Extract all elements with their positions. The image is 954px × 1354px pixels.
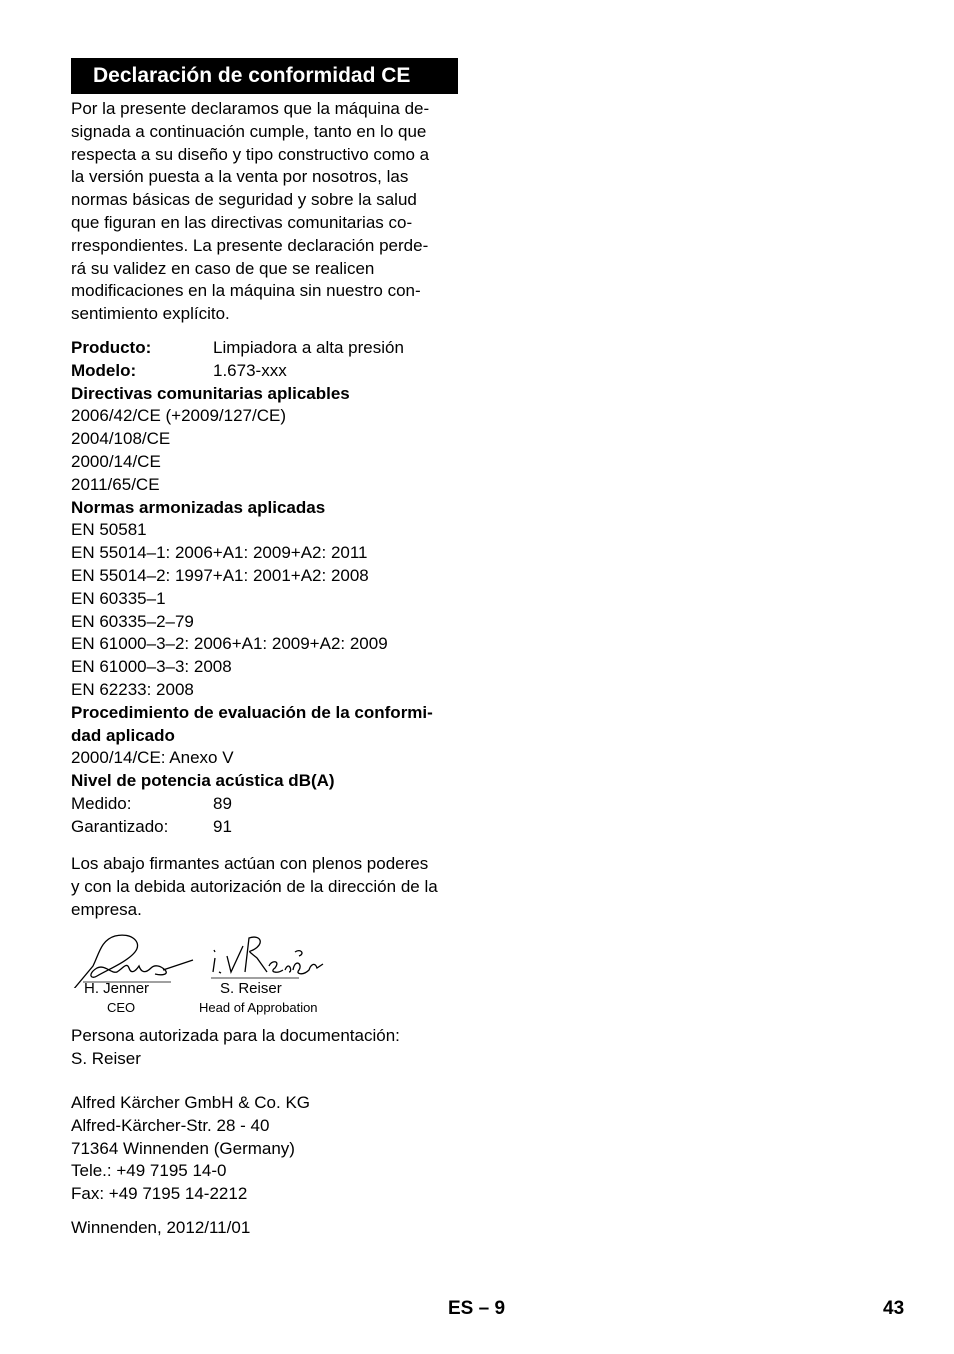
intro-line: la versión puesta a la venta por nosotros, las	[71, 167, 409, 187]
norm-item: EN 62233: 2008	[71, 679, 194, 699]
specifications	[71, 337, 458, 839]
procedure-heading-line: Procedimiento de evaluación de la conformi-	[71, 702, 433, 722]
authorized-name: S. Reiser	[71, 1048, 141, 1068]
signers-line: Los abajo firmantes actúan con plenos poderes	[71, 854, 429, 873]
norm-item: EN 60335–1	[71, 588, 166, 608]
address-line: 71364 Winnenden (Germany)	[71, 1138, 295, 1158]
intro-paragraph	[71, 98, 458, 326]
footer-section: ES – 9	[448, 1298, 506, 1319]
intro-line: normas básicas de seguridad y sobre la salud	[71, 190, 417, 210]
place-date: Winnenden, 2012/11/01	[71, 1218, 251, 1237]
norm-item: EN 61000–3–2: 2006+A1: 2009+A2: 2009	[71, 634, 388, 654]
norm-item: EN 55014–2: 1997+A1: 2001+A2: 2008	[71, 565, 369, 585]
intro-line: sentimiento explícito.	[71, 304, 230, 324]
model-value: 1.673-xxx	[213, 360, 287, 380]
noise-measured-label: Medido:	[71, 793, 132, 813]
noise-guaranteed-row	[71, 816, 458, 839]
address-line: Alfred-Kärcher-Str. 28 - 40	[71, 1115, 270, 1135]
intro-line: Por la presente declaramos que la máquina de-	[71, 99, 430, 118]
signer-2-name: S. Reiser	[220, 980, 282, 997]
norm-item: EN 50581	[71, 520, 147, 540]
company-address	[71, 1092, 458, 1206]
signer-1-role: CEO	[107, 1000, 136, 1015]
address-line: Alfred Kärcher GmbH & Co. KG	[71, 1093, 311, 1112]
intro-line: que figuran en las directivas comunitarias co-	[71, 212, 413, 232]
authorized-person	[71, 1025, 458, 1071]
procedure-heading-line: dad aplicado	[71, 725, 175, 745]
intro-line: signada a continuación cumple, tanto en lo que	[71, 121, 427, 141]
norm-item: EN 55014–1: 2006+A1: 2009+A2: 2011	[71, 543, 368, 563]
noise-measured-row	[71, 793, 458, 816]
address-line: Tele.: +49 7195 14-0	[71, 1161, 227, 1181]
product-row	[71, 337, 458, 360]
signature-block	[71, 928, 371, 1020]
handwritten-signatures	[71, 928, 371, 988]
page-title: Declaración de conformidad CE	[71, 58, 458, 94]
page-number: 43	[883, 1298, 905, 1319]
signers-statement	[71, 853, 458, 921]
norm-item: EN 60335–2–79	[71, 611, 194, 631]
reiser-signature	[213, 937, 323, 974]
signers-line: empresa.	[71, 899, 142, 919]
product-label: Producto:	[71, 338, 152, 357]
directive-item: 2011/65/CE	[71, 474, 160, 494]
authorized-label: Persona autorizada para la documentación:	[71, 1026, 400, 1045]
norms-heading: Normas armonizadas aplicadas	[71, 497, 326, 517]
noise-measured-value: 89	[213, 793, 232, 813]
product-value: Limpiadora a alta presión	[213, 338, 404, 357]
directive-item: 2006/42/CE (+2009/127/CE)	[71, 406, 287, 426]
signer-2-role: Head of Approbation	[199, 1000, 318, 1015]
noise-heading: Nivel de potencia acústica dB(A)	[71, 771, 335, 791]
model-row	[71, 360, 458, 383]
noise-guaranteed-label: Garantizado:	[71, 816, 169, 836]
intro-line: rrespondientes. La presente declaración perde-	[71, 235, 429, 255]
procedure-value: 2000/14/CE: Anexo V	[71, 748, 234, 768]
directive-item: 2004/108/CE	[71, 429, 171, 449]
intro-line: rá su validez en caso de que se realicen	[71, 258, 375, 278]
signers-line: y con la debida autorización de la dirección de la	[71, 876, 438, 896]
noise-guaranteed-value: 91	[213, 816, 232, 836]
signer-1-name: H. Jenner	[84, 980, 150, 997]
address-line: Fax: +49 7195 14-2212	[71, 1184, 248, 1204]
directive-item: 2000/14/CE	[71, 451, 161, 471]
intro-line: respecta a su diseño y tipo constructivo como a	[71, 144, 430, 164]
intro-line: modificaciones en la máquina sin nuestro con-	[71, 281, 421, 301]
norm-item: EN 61000–3–3: 2008	[71, 657, 232, 677]
directives-heading: Directivas comunitarias aplicables	[71, 383, 350, 403]
model-label: Modelo:	[71, 360, 137, 380]
